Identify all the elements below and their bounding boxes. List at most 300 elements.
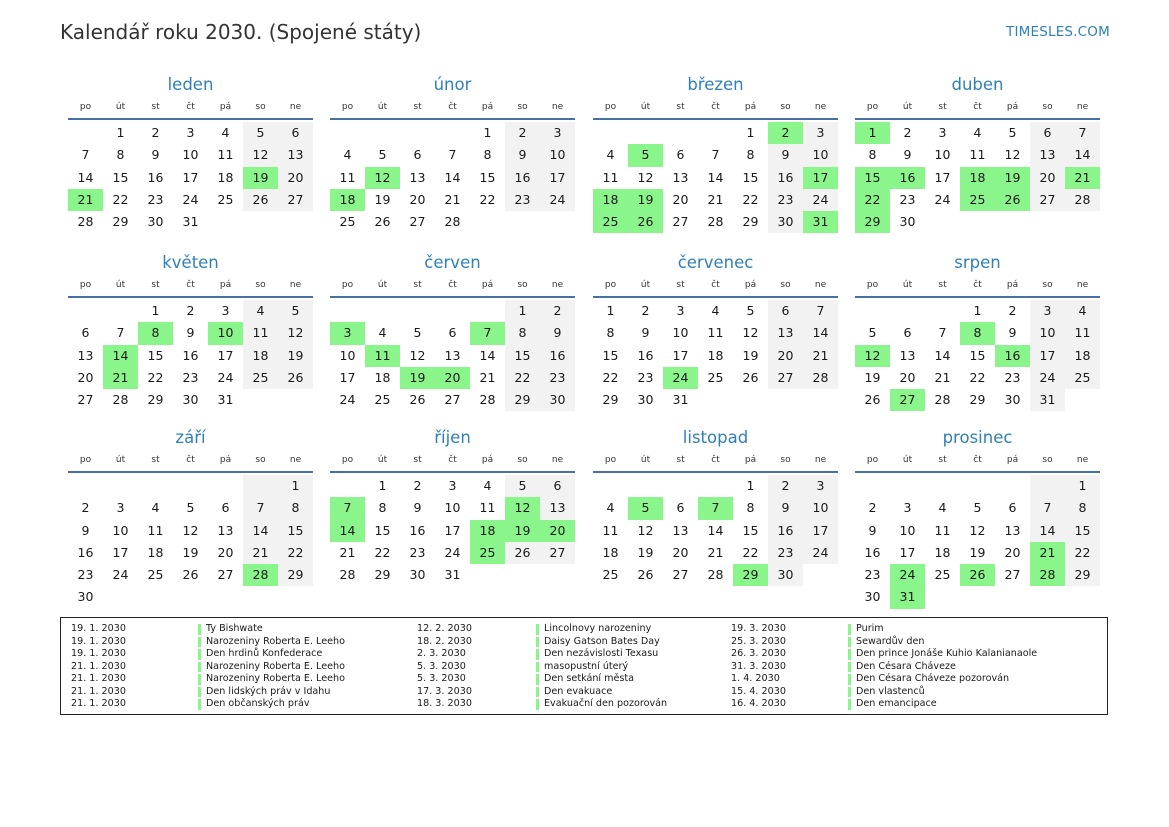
day-cell: 29 [733, 564, 768, 586]
holiday-marker [848, 624, 851, 635]
day-cell: 30 [768, 564, 803, 586]
day-cell: 15 [742, 522, 759, 538]
day-cell: 25 [470, 542, 505, 564]
day-cell: 12 [278, 322, 313, 344]
day-cell: 5 [1008, 125, 1017, 140]
day-cell: 15 [374, 522, 391, 538]
day-cell: 3 [116, 500, 125, 516]
legend-row [71, 698, 391, 711]
holiday-date: 17. 3. 2030 [417, 685, 472, 697]
day-cell: 14 [243, 520, 278, 542]
empty-cell [855, 475, 890, 497]
day-cell: 18 [330, 189, 365, 211]
weekday-label: čt [186, 102, 195, 112]
day-cell: 30 [768, 211, 803, 233]
day-cell: 13 [1004, 522, 1021, 538]
empty-cell [435, 122, 470, 144]
day-cell: 13 [409, 169, 426, 185]
day-cell: 19 [278, 345, 313, 367]
day-cell: 7 [698, 497, 733, 519]
holiday-name: Narozeniny Roberta E. Leeho [206, 673, 345, 684]
day-cell: 13 [77, 347, 94, 363]
holiday-date: 19. 1. 2030 [71, 648, 126, 659]
day-cell: 25 [707, 369, 724, 385]
day-cell: 30 [77, 589, 94, 605]
empty-cell [243, 586, 278, 608]
day-cell: 26 [182, 567, 199, 583]
weekday-label: po [604, 455, 617, 465]
empty-cell [698, 122, 733, 144]
weekday-label: ne [814, 455, 827, 465]
day-cell: 2 [413, 478, 422, 493]
day-cell: 19 [742, 347, 759, 363]
day-cell: 18 [960, 167, 995, 189]
day-cell: 20 [768, 345, 803, 367]
weekday-label: út [377, 280, 388, 290]
weekday-label: so [517, 102, 528, 112]
month-11 [593, 427, 838, 586]
month-8 [855, 252, 1100, 411]
day-cell: 13 [672, 522, 689, 538]
month-6 [330, 252, 575, 411]
day-cell: 30 [637, 392, 654, 408]
day-cell: 29 [602, 392, 619, 408]
weekday-label: čt [711, 280, 720, 290]
day-cell: 5 [413, 325, 422, 341]
weekday-label: st [938, 102, 947, 112]
empty-cell [1030, 475, 1065, 497]
day-cell: 15 [147, 347, 164, 363]
day-cell: 6 [676, 147, 685, 163]
day-cell: 26 [409, 392, 426, 408]
day-cell: 18 [243, 345, 278, 367]
weekday-label: čt [186, 455, 195, 465]
holiday-date: 26. 3. 2030 [731, 648, 786, 659]
day-cell: 21 [479, 369, 496, 385]
weekday-label: út [377, 455, 388, 465]
day-cell: 27 [540, 542, 575, 564]
weekday-label: pá [1006, 455, 1019, 465]
weekday-label: čt [448, 455, 457, 465]
empty-cell [243, 211, 278, 233]
day-grid [330, 122, 575, 233]
holiday-marker [198, 649, 201, 660]
holiday-marker [198, 662, 201, 673]
day-cell: 20 [217, 544, 234, 560]
day-grid [330, 300, 575, 411]
day-cell: 22 [1065, 542, 1100, 564]
day-cell: 4 [938, 500, 947, 516]
day-cell: 9 [413, 500, 422, 516]
holiday-name: Den setkání města [544, 673, 635, 684]
weekday-label: po [341, 455, 354, 465]
day-cell: 22 [969, 369, 986, 385]
day-cell: 11 [707, 325, 724, 341]
empty-cell [173, 475, 208, 497]
empty-cell [400, 300, 435, 322]
day-cell: 29 [505, 389, 540, 411]
day-cell: 8 [278, 497, 313, 519]
holiday-name: Evakuační den pozorován [544, 698, 668, 709]
day-cell: 28 [934, 392, 951, 408]
weekday-label: čt [448, 102, 457, 112]
weekday-label: so [517, 280, 528, 290]
holiday-date: 15. 4. 2030 [731, 685, 786, 697]
holiday-name: Den vlastenců [856, 685, 925, 697]
day-cell: 10 [899, 522, 916, 538]
day-cell: 22 [742, 544, 759, 560]
day-cell: 10 [1030, 322, 1065, 344]
legend-row [417, 673, 737, 686]
day-cell: 17 [672, 347, 689, 363]
weekday-label: po [866, 102, 879, 112]
day-cell: 7 [448, 147, 457, 163]
day-cell: 8 [746, 147, 755, 163]
legend-row [731, 623, 1051, 636]
holiday-marker [198, 687, 201, 698]
day-cell: 6 [676, 500, 685, 516]
day-cell: 21 [934, 369, 951, 385]
month-name: září [175, 428, 206, 447]
day-cell: 16 [540, 345, 575, 367]
day-cell: 25 [374, 392, 391, 408]
weekday-label: st [413, 455, 422, 465]
day-cell: 4 [973, 125, 982, 140]
month-1 [68, 74, 313, 233]
day-cell: 5 [973, 500, 982, 516]
empty-cell [925, 475, 960, 497]
day-cell: 17 [803, 520, 838, 542]
day-cell: 1 [973, 303, 982, 318]
weekday-header [593, 274, 838, 298]
empty-cell [208, 211, 243, 233]
day-cell: 3 [540, 122, 575, 144]
day-cell: 27 [217, 567, 234, 583]
day-cell: 9 [186, 325, 195, 341]
weekday-label: po [604, 280, 617, 290]
holiday-name: Narozeniny Roberta E. Leeho [206, 635, 345, 647]
day-cell: 2 [81, 500, 90, 516]
month-5 [68, 252, 313, 411]
legend-row [731, 636, 1051, 649]
weekday-label: po [866, 455, 879, 465]
day-cell: 24 [217, 369, 234, 385]
holiday-marker [536, 674, 539, 685]
day-cell: 17 [540, 167, 575, 189]
holiday-marker [848, 637, 851, 648]
weekday-header [330, 96, 575, 120]
weekday-header [855, 96, 1100, 120]
weekday-label: út [902, 280, 913, 290]
day-cell: 8 [606, 325, 615, 341]
weekday-label: ne [551, 102, 564, 112]
empty-cell [138, 586, 173, 608]
day-cell: 31 [444, 567, 461, 583]
day-cell: 29 [112, 214, 129, 230]
day-cell: 5 [868, 325, 877, 341]
weekday-header [855, 274, 1100, 298]
day-cell: 24 [803, 189, 838, 211]
day-cell: 18 [602, 544, 619, 560]
empty-cell [925, 211, 960, 233]
day-cell: 13 [278, 144, 313, 166]
day-cell: 2 [151, 125, 160, 140]
day-cell: 18 [707, 347, 724, 363]
weekday-label: ne [1076, 455, 1089, 465]
day-cell: 1 [278, 475, 313, 497]
empty-cell [593, 122, 628, 144]
day-cell: 15 [479, 169, 496, 185]
holiday-marker [198, 637, 201, 648]
day-cell: 19 [995, 167, 1030, 189]
day-cell: 14 [330, 520, 365, 542]
month-3 [593, 74, 838, 233]
legend-row [71, 686, 391, 699]
day-cell: 29 [855, 211, 890, 233]
day-cell: 15 [112, 169, 129, 185]
day-cell: 9 [540, 322, 575, 344]
day-cell: 30 [864, 589, 881, 605]
weekday-label: út [902, 455, 913, 465]
day-cell: 18 [147, 544, 164, 560]
day-cell: 8 [1065, 497, 1100, 519]
day-grid [68, 475, 313, 609]
day-cell: 9 [505, 144, 540, 166]
day-cell: 28 [77, 214, 94, 230]
day-cell: 7 [1030, 497, 1065, 519]
day-cell: 18 [934, 544, 951, 560]
day-cell: 22 [602, 369, 619, 385]
weekday-label: po [79, 455, 92, 465]
day-cell: 4 [483, 478, 492, 493]
empty-cell [68, 475, 103, 497]
day-cell: 17 [182, 169, 199, 185]
day-cell: 17 [112, 544, 129, 560]
day-cell: 19 [505, 520, 540, 542]
day-cell: 10 [672, 325, 689, 341]
weekday-label: po [604, 102, 617, 112]
legend-row [417, 623, 737, 636]
day-cell: 18 [593, 189, 628, 211]
day-cell: 9 [151, 147, 160, 163]
day-cell: 19 [637, 544, 654, 560]
day-cell: 5 [628, 497, 663, 519]
day-cell: 14 [707, 169, 724, 185]
day-cell: 15 [855, 167, 890, 189]
weekday-label: so [255, 102, 266, 112]
day-cell: 20 [278, 167, 313, 189]
day-cell: 21 [1065, 167, 1100, 189]
weekday-label: pá [219, 280, 232, 290]
day-cell: 20 [409, 191, 426, 207]
legend-row [417, 661, 737, 674]
day-cell: 16 [890, 167, 925, 189]
day-cell: 6 [1008, 500, 1017, 516]
day-cell: 17 [339, 369, 356, 385]
day-cell: 6 [448, 325, 457, 341]
day-cell: 12 [1004, 147, 1021, 163]
month-12 [855, 427, 1100, 609]
day-cell: 5 [746, 303, 755, 318]
day-cell: 10 [803, 144, 838, 166]
day-cell: 21 [339, 544, 356, 560]
day-cell: 17 [934, 169, 951, 185]
day-cell: 8 [868, 147, 877, 163]
weekday-label: st [151, 455, 160, 465]
day-cell: 25 [147, 567, 164, 583]
day-cell: 6 [278, 122, 313, 144]
weekday-label: pá [481, 455, 494, 465]
weekday-label: ne [1076, 280, 1089, 290]
day-cell: 15 [1065, 520, 1100, 542]
day-cell: 4 [1065, 300, 1100, 322]
holiday-date: 18. 3. 2030 [417, 698, 472, 709]
weekday-label: so [1042, 455, 1053, 465]
month-10 [330, 427, 575, 586]
holiday-name: Den emancipace [856, 698, 937, 709]
day-cell: 6 [221, 500, 230, 516]
legend-row [417, 648, 737, 661]
day-cell: 11 [243, 322, 278, 344]
holiday-date: 31. 3. 2030 [731, 660, 786, 672]
legend-row [731, 661, 1051, 674]
day-cell: 12 [742, 325, 759, 341]
day-cell: 21 [707, 544, 724, 560]
day-cell: 27 [278, 189, 313, 211]
weekday-label: pá [481, 102, 494, 112]
weekday-label: út [115, 280, 126, 290]
day-cell: 6 [413, 147, 422, 163]
day-cell: 13 [540, 497, 575, 519]
day-cell: 31 [890, 586, 925, 608]
day-cell: 12 [243, 144, 278, 166]
weekday-label: st [413, 102, 422, 112]
site-link[interactable]: TIMESLES.COM [1006, 24, 1110, 40]
weekday-label: st [413, 280, 422, 290]
holiday-name: Den hrdinů Konfederace [206, 648, 323, 659]
weekday-label: ne [814, 280, 827, 290]
weekday-label: út [377, 102, 388, 112]
empty-cell [593, 475, 628, 497]
day-cell: 13 [768, 322, 803, 344]
day-cell: 5 [628, 144, 663, 166]
day-cell: 26 [374, 214, 391, 230]
weekday-label: po [341, 102, 354, 112]
day-cell: 31 [1030, 389, 1065, 411]
day-cell: 6 [1030, 122, 1065, 144]
day-cell: 25 [602, 567, 619, 583]
empty-cell [68, 122, 103, 144]
day-cell: 20 [77, 369, 94, 385]
day-grid [593, 300, 838, 411]
holiday-date: 5. 3. 2030 [417, 673, 466, 684]
day-cell: 13 [672, 169, 689, 185]
day-cell: 1 [116, 125, 125, 140]
day-cell: 23 [77, 567, 94, 583]
day-cell: 16 [505, 167, 540, 189]
holiday-name: Den občanských práv [206, 698, 310, 709]
day-cell: 5 [243, 122, 278, 144]
holiday-name: masopustní úterý [544, 660, 629, 672]
day-cell: 12 [182, 522, 199, 538]
day-cell: 22 [742, 191, 759, 207]
weekday-label: čt [448, 280, 457, 290]
day-cell: 30 [147, 214, 164, 230]
day-cell: 22 [479, 191, 496, 207]
day-cell: 4 [151, 500, 160, 516]
day-cell: 24 [803, 542, 838, 564]
day-cell: 22 [855, 189, 890, 211]
day-cell: 23 [147, 191, 164, 207]
day-cell: 2 [540, 300, 575, 322]
day-cell: 29 [969, 392, 986, 408]
legend-row [71, 673, 391, 686]
day-cell: 28 [339, 567, 356, 583]
month-name: srpen [954, 253, 1001, 272]
empty-cell [628, 475, 663, 497]
day-cell: 24 [182, 191, 199, 207]
month-name: červenec [677, 253, 754, 272]
day-cell: 20 [672, 544, 689, 560]
empty-cell [330, 300, 365, 322]
day-cell: 13 [1030, 144, 1065, 166]
weekday-label: st [676, 102, 685, 112]
day-cell: 7 [711, 147, 720, 163]
day-cell: 12 [969, 522, 986, 538]
day-cell: 24 [339, 392, 356, 408]
day-cell: 16 [77, 544, 94, 560]
month-name: říjen [434, 428, 471, 447]
weekday-label: st [151, 280, 160, 290]
weekday-label: po [341, 280, 354, 290]
empty-cell [330, 122, 365, 144]
day-cell: 26 [628, 211, 663, 233]
day-cell: 9 [1008, 325, 1017, 341]
day-cell: 23 [864, 567, 881, 583]
weekday-label: so [517, 455, 528, 465]
legend-row [71, 661, 391, 674]
day-cell: 23 [409, 544, 426, 560]
holiday-name: Lincolnovy narozeniny [544, 623, 652, 634]
day-cell: 2 [186, 303, 195, 318]
weekday-label: st [676, 455, 685, 465]
legend-row [417, 698, 737, 711]
day-cell: 4 [711, 303, 720, 318]
legend-row [731, 673, 1051, 686]
holiday-marker [848, 674, 851, 685]
holiday-date: 1. 4. 2030 [731, 673, 780, 684]
day-cell: 11 [1065, 322, 1100, 344]
day-cell: 22 [112, 191, 129, 207]
day-cell: 9 [81, 522, 90, 538]
day-cell: 29 [374, 567, 391, 583]
day-cell: 14 [1065, 144, 1100, 166]
day-cell: 12 [505, 497, 540, 519]
holiday-name: Den lidských práv v Idahu [206, 685, 331, 697]
legend-column [731, 623, 1051, 711]
empty-cell [803, 389, 838, 411]
holiday-name: Den prince Jonáše Kuhio Kalanianaole [856, 648, 1038, 659]
day-cell: 17 [1030, 345, 1065, 367]
day-cell: 27 [890, 389, 925, 411]
day-cell: 5 [505, 475, 540, 497]
day-cell: 27 [672, 567, 689, 583]
holiday-date: 21. 1. 2030 [71, 660, 126, 672]
weekday-header [330, 449, 575, 473]
day-cell: 20 [899, 369, 916, 385]
day-cell: 12 [409, 347, 426, 363]
empty-cell [365, 122, 400, 144]
